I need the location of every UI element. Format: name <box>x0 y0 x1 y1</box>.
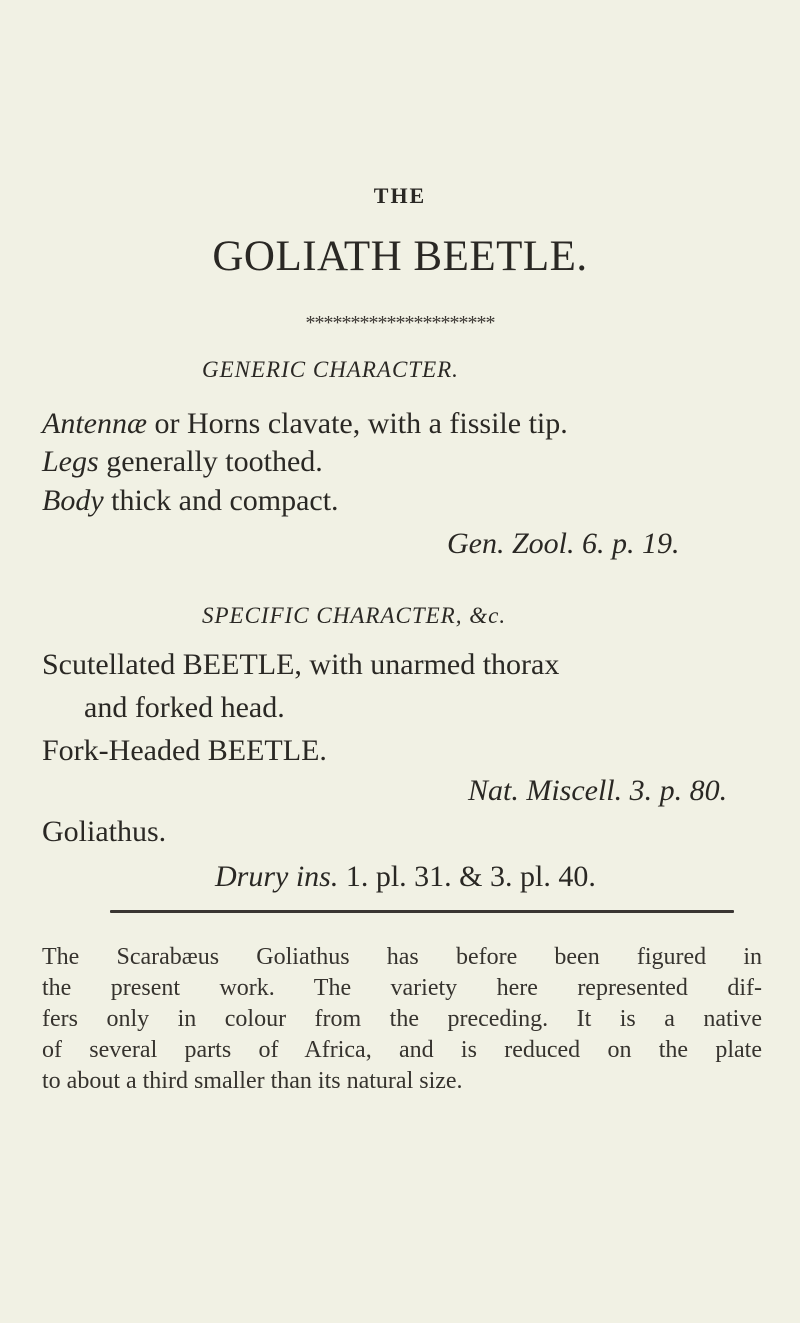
antennae-term: Antennæ <box>42 407 147 440</box>
heading-the: THE <box>373 183 427 208</box>
antennae-description: or Horns clavate, with a fissile tip. <box>147 407 568 440</box>
drury-reference <box>215 860 596 894</box>
generic-character-heading: GENERIC CHARACTER. <box>202 357 459 382</box>
legs-term: Legs <box>42 445 99 478</box>
legs-line <box>42 445 323 479</box>
specific-character-heading: SPECIFIC CHARACTER, &c. <box>202 603 507 628</box>
specific-description-line-1: Scutellated BEETLE, with unarmed thorax <box>42 648 560 681</box>
nat-miscell-reference: Nat. Miscell. 3. p. 80. <box>468 774 728 807</box>
paragraph-line: The Scarabæus Goliathus has before been figured in <box>42 944 762 970</box>
asterisk-ornament: ********************* <box>305 312 495 334</box>
antennae-line <box>42 407 568 441</box>
specific-description-line-2: and forked head. <box>84 691 285 724</box>
page-title: GOLIATH BEETLE. <box>212 233 588 280</box>
drury-ref-plates: 1. pl. 31. & 3. pl. 40. <box>338 860 596 893</box>
body-description: thick and compact. <box>103 484 339 517</box>
gen-zool-reference: Gen. Zool. 6. p. 19. <box>447 527 680 560</box>
body-term: Body <box>42 484 104 517</box>
body-line <box>42 484 339 518</box>
paragraph-line: to about a third smaller than its natural size. <box>42 1068 463 1094</box>
description-paragraph <box>42 942 762 1097</box>
fork-headed-name: Fork-Headed BEETLE. <box>42 734 327 767</box>
horizontal-rule <box>110 910 734 913</box>
paragraph-line: of several parts of Africa, and is reduced on the plate <box>42 1037 762 1063</box>
paragraph-line: fers only in colour from the preceding. It is a native <box>42 1006 762 1032</box>
legs-description: generally toothed. <box>98 445 323 478</box>
paragraph-line: the present work. The variety here represented dif- <box>42 975 762 1001</box>
drury-ref-italic: Drury ins. <box>215 860 339 893</box>
goliathus-name: Goliathus. <box>42 815 167 848</box>
